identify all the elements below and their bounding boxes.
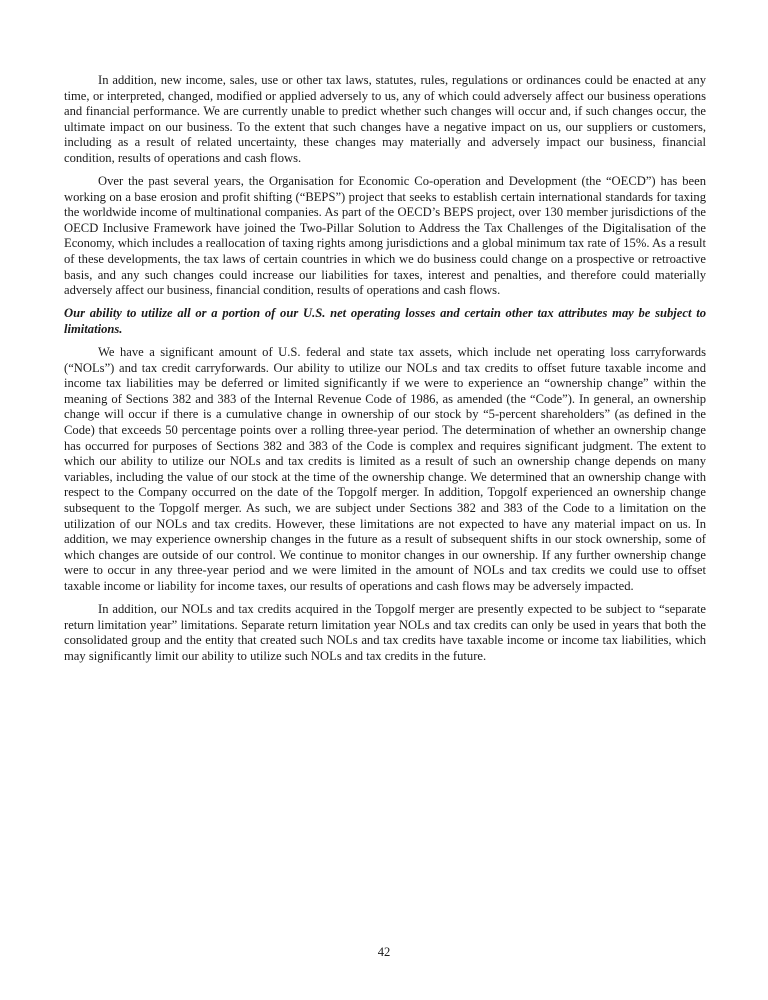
paragraph-new-tax-laws: In addition, new income, sales, use or other tax laws, statutes, rules, regulations or ordinances could be enacted at any time, or interpreted, changed, modified or applied adversely to us, any of which could adversely affect our business operations and financial performance. We are currently unable to predict whether such changes will occur and, if such changes occur, the ultimate impact on our business. To the extent that such changes have a negative impact on us, our suppliers or customers, including as a result of related uncertainty, these changes may materially and adversely impact our business, financial condition, results of operations and cash flows. — [64, 73, 706, 165]
section-heading-nol-limitations: Our ability to utilize all or a portion of our U.S. net operating losses and certain other tax attributes may be subject to limitations. — [64, 306, 706, 336]
document-body — [64, 73, 706, 672]
paragraph-oecd-beps: Over the past several years, the Organisation for Economic Co-operation and Development (the “OECD”) has been working on a base erosion and profit shifting (“BEPS”) project that seeks to establish certain international standards for taxing the worldwide income of multinational companies. As part of the OECD’s BEPS project, over 130 member jurisdictions of the OECD Inclusive Framework have joined the Two-Pillar Solution to Address the Tax Challenges of the Digitalisation of the Economy, which includes a reallocation of taxing rights among jurisdictions and a global minimum tax rate of 15%. As a result of these developments, the tax laws of certain countries in which we do business could change on a prospective or retroactive basis, and any such changes could increase our liabilities for taxes, interest and penalties, and therefore could materially adversely affect our business, financial condition, results of operations and cash flows. — [64, 174, 706, 298]
paragraph-srly-limitations: In addition, our NOLs and tax credits acquired in the Topgolf merger are presently expected to be subject to “separate return limitation year” limitations. Separate return limitation year NOLs and tax credits can only be used in years that both the consolidated group and the entity that created such NOLs and tax credits have taxable income or income tax liabilities, which may significantly limit our ability to utilize such NOLs and tax credits in the future. — [64, 602, 706, 663]
paragraph-nol-ownership-change: We have a significant amount of U.S. federal and state tax assets, which include net operating loss carryforwards (“NOLs”) and tax credit carryforwards. Our ability to utilize our NOLs and tax credits to offset future taxable income and income tax liabilities may be deferred or limited significantly if we were to experience an “ownership change” within the meaning of Sections 382 and 383 of the Internal Revenue Code of 1986, as amended (the “Code”). In general, an ownership change will occur if there is a cumulative change in ownership of our stock by “5-percent shareholders” (as defined in the Code) that exceeds 50 percentage points over a rolling three-year period. The determination of whether an ownership change has occurred for purposes of Sections 382 and 383 of the Code is complex and requires significant judgment. The extent to which our ability to utilize our NOLs and tax credits is limited as a result of such an ownership change depends on many variables, including the value of our stock at the time of the ownership change. We determined that an ownership change with respect to the Company occurred on the date of the Topgolf merger. In addition, Topgolf experienced an ownership change subsequent to the Topgolf merger. As such, we are subject under Sections 382 and 383 of the Code to a limitation on the utilization of our NOLs and tax credits. However, these limitations are not expected to have any material impact on us. In addition, we may experience ownership changes in the future as a result of subsequent shifts in our stock ownership, some of which changes are outside of our control. We continue to monitor changes in our ownership. If any further ownership change were to occur in any three-year period and we were limited in the amount of NOLs and tax credits we could use to offset taxable income or liability for income taxes, our results of operations and cash flows may be adversely impacted. — [64, 345, 706, 593]
page-number: 42 — [377, 945, 391, 959]
